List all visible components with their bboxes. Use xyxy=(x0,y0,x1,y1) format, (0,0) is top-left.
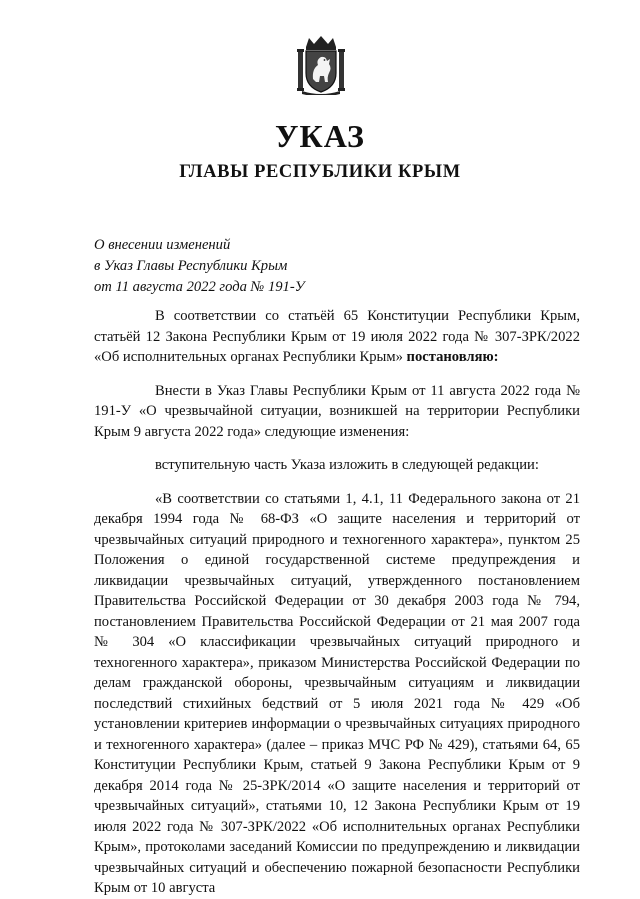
reference-line: от 11 августа 2022 года № 191-У xyxy=(94,279,305,295)
reference-line: О внесении изменений xyxy=(94,237,231,253)
instruction-paragraph: вступительную часть Указа изложить в следующей редакции: xyxy=(155,457,539,473)
document-body xyxy=(94,306,580,899)
amendment-paragraph: Внести в Указ Главы Республики Крым от 11 августа 2022 года № 191-У «О чрезвычайной ситуации, возникшей на территории Республики Крым 9 августа 2022 года» следующие изменения: xyxy=(94,382,580,440)
document-subtitle: ГЛАВЫ РЕСПУБЛИКИ КРЫМ xyxy=(179,162,461,182)
preamble-text: В соответствии со статьёй 65 Конституции Республики Крым, статьёй 12 Закона Республики Крым от 19 июля 2022 года № 307-ЗРК/2022 «Об исполнительных органах Республики Крым» xyxy=(94,308,580,365)
quoted-text-paragraph: «В соответствии со статьями 1, 4.1, 11 Федерального закона от 21 декабря 1994 года № 68-ФЗ «О защите населения и территорий от чрезвычайных ситуаций природного и техногенного характера», пунктом 25 Положения о единой государственной системе предупреждения и ликвидации чрезвычайных ситуаций, утвержденного постановлением Правительства Российской Федерации от 30 декабря 2003 года № 794, постановлением Правительства Российской Федерации от 21 мая 2007 года № 304 «О классификации чрезвычайных ситуаций природного и техногенного характера», приказом Министерства Российской Федерации по делам гражданской обороны, чрезвычайным ситуациям и ликвидации последствий стихийных бедствий от 5 июля 2021 года № 429 «Об установлении критериев информации о чрезвычайных ситуациях природного и техногенного характера» (далее – приказ МЧС РФ № 429), статьями 64, 65 Конституции Республики Крым, статьей 9 Закона Республики Крым от 9 декабря 2014 года № 25-ЗРК/2014 «О защите населения и территорий от чрезвычайных ситуаций», статьями 10, 12 Закона Республики Крым от 19 июля 2022 года № 307-ЗРК/2022 «Об исполнительных органах Республики Крым», протоколами заседаний Комиссии по предупреждению и ликвидации чрезвычайных ситуаций и обеспечению пожарной безопасности Республики Крым от 10 августа xyxy=(94,490,580,896)
preamble-paragraph xyxy=(94,306,580,368)
decree-keyword: постановляю: xyxy=(406,349,499,365)
reference-block xyxy=(94,235,394,298)
document-title: УКАЗ xyxy=(275,118,365,154)
crimea-coat-of-arms-icon xyxy=(296,35,346,95)
reference-line: в Указ Главы Республики Крым xyxy=(94,258,288,274)
